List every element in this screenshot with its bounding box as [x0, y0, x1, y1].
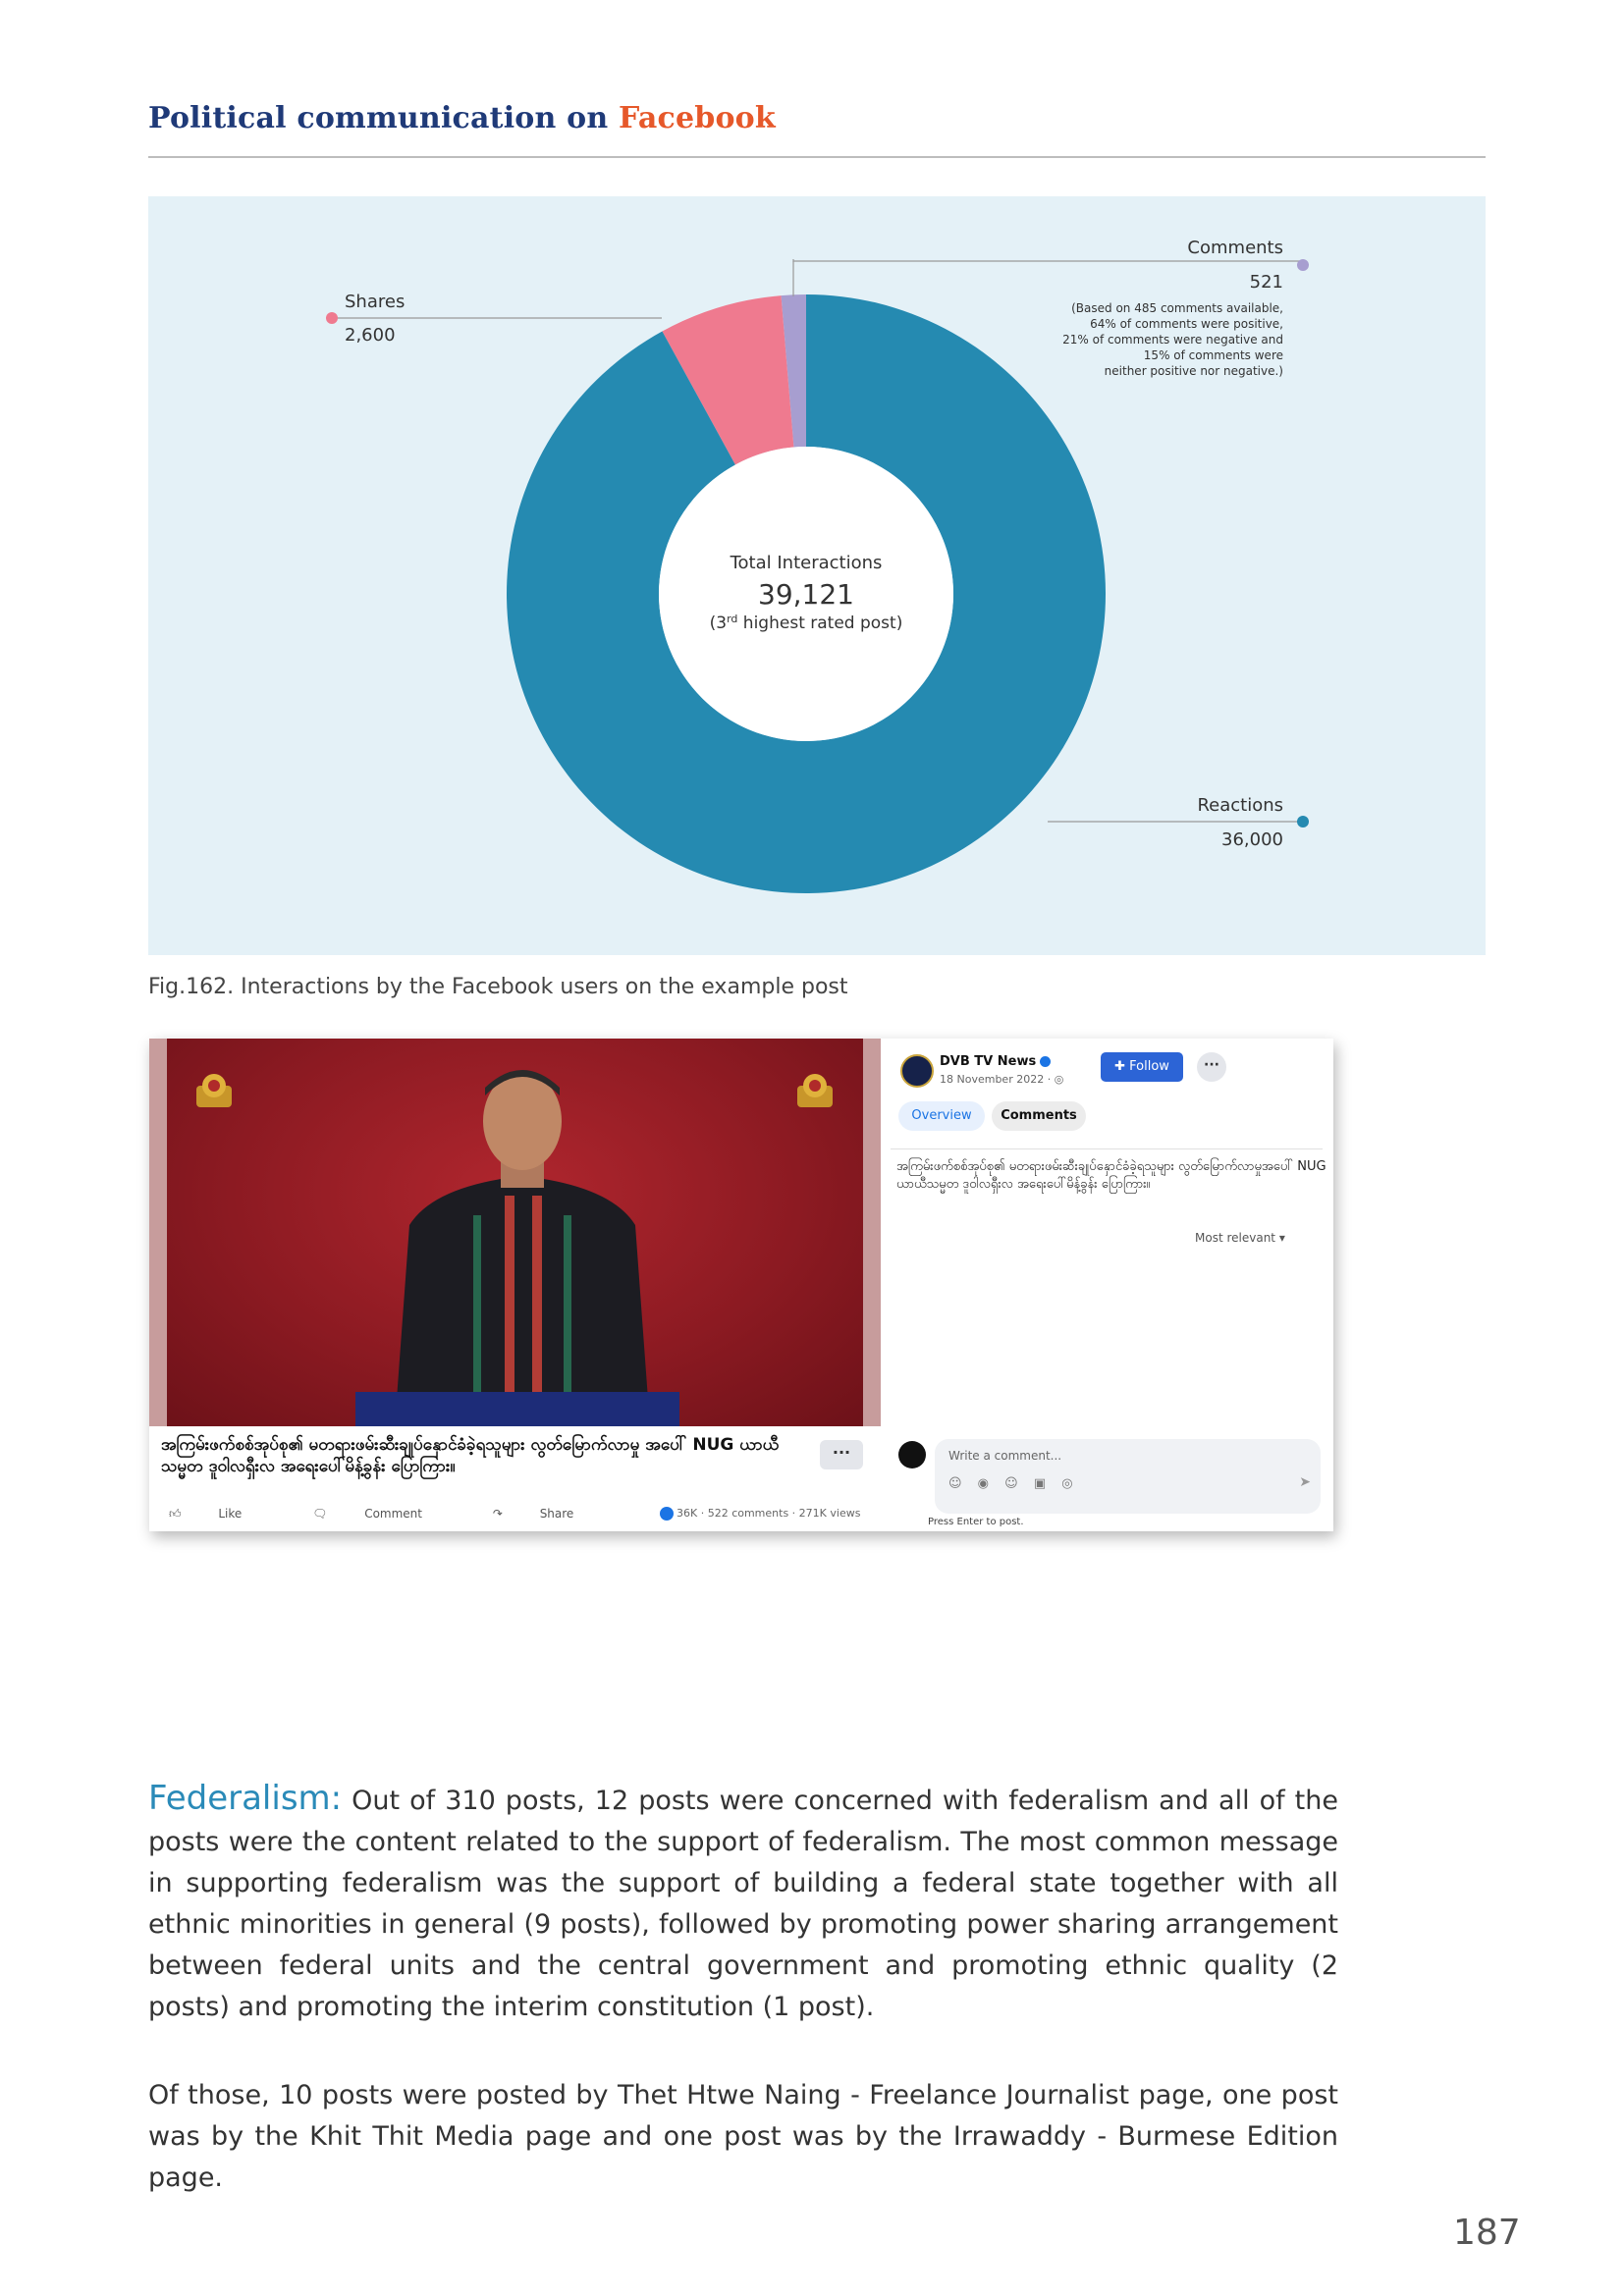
running-header — [148, 101, 776, 135]
comments-label: Comments — [1187, 238, 1283, 258]
post-caption-text: အကြမ်းဖက်စစ်အုပ်စု၏ မတရားဖမ်းဆီးချုပ်နှောင်ခံခဲ့ရသူများ လွတ်မြောက်လာမှု အပေါ် NUG ယာယီသမ္မတ ဒူဝါလရှီးလ အရေးပေါ်မိန့်ခွန်း ပြောကြား။ — [161, 1435, 780, 1476]
comment-input[interactable] — [935, 1439, 1321, 1514]
share-arrow-icon: ↷ — [492, 1507, 507, 1521]
podium — [355, 1392, 679, 1426]
comments-value: 521 — [1249, 272, 1283, 293]
user-avatar — [898, 1441, 926, 1468]
comments-note-line-5: neither positive nor negative.) — [1104, 364, 1283, 378]
state-emblem-left-icon — [189, 1068, 240, 1111]
tab-comments[interactable]: Comments — [992, 1101, 1086, 1131]
reactions-callout — [1048, 795, 1309, 850]
comment-bubble-icon: 🗨 — [312, 1507, 332, 1521]
donut-chart-svg — [148, 196, 1486, 955]
posting-pages-paragraph: Of those, 10 posts were posted by Thet Htwe Naing - Freelance Journalist page, one post was by the Khit Thit Media page and one post was by the Irrawaddy - Burmese Edition page. — [148, 2080, 1338, 2193]
reactions-label: Reactions — [1197, 795, 1283, 816]
panel-more-options-button[interactable]: ··· — [1197, 1052, 1226, 1082]
post-stats[interactable] — [660, 1507, 860, 1521]
reactions-value: 36,000 — [1221, 829, 1283, 850]
follow-icon: ✚ — [1114, 1059, 1130, 1074]
thumbs-up-icon: 👍︎ — [169, 1507, 186, 1521]
figure-caption: Fig.162. Interactions by the Facebook users on the example post — [148, 975, 848, 999]
like-label: Like — [218, 1507, 243, 1521]
comments-note-line-2: 64% of comments were positive, — [1090, 317, 1283, 331]
comments-note-line-1: (Based on 485 comments available, — [1071, 301, 1283, 315]
press-enter-hint: Press Enter to post. — [928, 1517, 1024, 1527]
follow-button[interactable] — [1101, 1052, 1183, 1082]
interactions-chart — [148, 196, 1486, 955]
shares-callout — [326, 292, 662, 346]
reactions-legend-dot — [1297, 816, 1309, 828]
federalism-text: Out of 310 posts, 12 posts were concerned with federalism and all of the posts were the content related to the support of federalism. The most common message in supporting federalism was the support of building a federal state together with all ethnic minorities in general (9 posts), followed by promoting power sharing arrangement between federal units and the central government and promoting ethnic quality (2 posts) and promoting the interim constitution (1 post). — [148, 1786, 1338, 2022]
federalism-paragraph — [148, 1778, 1338, 2028]
panel-post-text: အကြမ်းဖက်စစ်အုပ်စု၏ မတရားဖမ်းဆီးချုပ်နှောင်ခံခဲ့ရသူများ လွတ်မြောက်လာမှုအပေါ် NUG ယာယီသမ္မတ ဒူဝါလရှီးလ အရေးပေါ်မိန့်ခွန်း ပြောကြား။ — [896, 1159, 1326, 1192]
header-divider — [148, 156, 1486, 158]
verified-badge-icon — [1040, 1056, 1051, 1067]
video-frame[interactable] — [149, 1039, 881, 1426]
comment-placeholder: Write a comment... — [948, 1449, 1062, 1463]
share-label: Share — [539, 1507, 574, 1521]
comment-label: Comment — [364, 1507, 422, 1521]
header-title-main: Political communication on — [148, 101, 609, 135]
send-icon[interactable]: ➤ — [1299, 1474, 1311, 1490]
comment-sort-dropdown[interactable]: Most relevant ▾ — [1195, 1231, 1285, 1245]
comments-legend-dot — [1297, 259, 1309, 271]
facebook-post-screenshot — [149, 1039, 1333, 1531]
comments-leader-line — [793, 259, 1303, 261]
comment-button[interactable] — [312, 1507, 456, 1521]
page-name[interactable] — [940, 1054, 1051, 1069]
center-note: (3rd highest rated post) — [709, 613, 903, 633]
page-name-text: DVB TV News — [940, 1054, 1037, 1069]
facebook-side-panel — [891, 1039, 1333, 1531]
page-avatar[interactable] — [900, 1054, 934, 1088]
video-left-border — [149, 1039, 167, 1426]
shares-legend-dot — [326, 312, 338, 324]
speaker-figure — [375, 1058, 670, 1426]
comment-tool-icons[interactable]: ☺ ◉ ☺ ▣ ◎ — [948, 1476, 1079, 1491]
header-title-accent: Facebook — [619, 101, 776, 135]
shares-label: Shares — [345, 292, 406, 312]
follow-label: Follow — [1129, 1059, 1169, 1074]
post-date[interactable]: 18 November 2022 · ◎ — [940, 1073, 1064, 1086]
like-reaction-icon — [660, 1507, 674, 1521]
post-action-bar — [169, 1507, 640, 1522]
shares-value: 2,600 — [345, 325, 396, 346]
post-stats-text: 36K · 522 comments · 271K views — [677, 1507, 861, 1520]
panel-divider — [891, 1148, 1323, 1149]
post-more-options-button[interactable]: ··· — [820, 1440, 863, 1469]
page-number: 187 — [1453, 2213, 1521, 2253]
federalism-lead: Federalism: — [148, 1779, 343, 1818]
center-label: Total Interactions — [730, 553, 883, 573]
comments-note-line-3: 21% of comments were negative and — [1062, 333, 1283, 347]
tab-overview[interactable]: Overview — [898, 1101, 985, 1131]
comments-note-line-4: 15% of comments were — [1143, 348, 1283, 362]
video-right-border — [863, 1039, 881, 1426]
center-value: 39,121 — [758, 578, 854, 611]
share-button[interactable] — [493, 1507, 608, 1521]
state-emblem-right-icon — [789, 1068, 840, 1111]
like-button[interactable] — [169, 1507, 275, 1521]
